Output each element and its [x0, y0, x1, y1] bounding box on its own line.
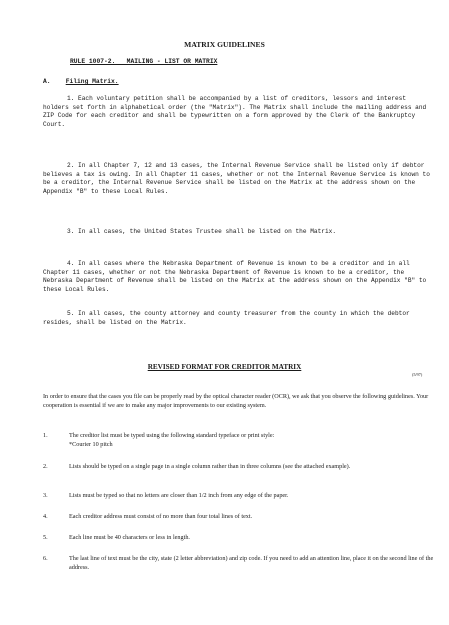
intro-paragraph: In order to ensure that the cases you file can be properly read by the optical character reader (OCR), we ask that you observe the following guidelines. Your cooperation is essential if we are to make any major improvements to our existing system. [43, 393, 429, 410]
matrix-paragraph-1: 1. Each voluntary petition shall be accompanied by a list of creditors, lessors and interest holders set forth in alphabetical order (the "Matrix"). The Matrix shall include the mailing address and ZIP Code for each creditor and shall be typewritten on a form approved by the Clerk of the Bankruptcy Court. [43, 95, 427, 128]
item-text: The creditor list must be typed using the following standard typeface or print style: [69, 432, 275, 439]
item-text: The last line of text must be the city, state (2 letter abbreviation) and zip code. If you need to add an attention line, place it on the second line of the address. [69, 555, 434, 572]
section-title: Filing Matrix. [65, 78, 119, 85]
item-number: 6. [43, 555, 48, 562]
guideline-item-2 [43, 462, 435, 471]
revision-date: (5/97) [412, 372, 423, 377]
guideline-item-5 [43, 533, 435, 542]
item-text: Each creditor address must consist of no more than four total lines of text. [69, 513, 253, 520]
item-text: Each line must be 40 characters or less in length. [69, 534, 190, 541]
guideline-item-1 [43, 431, 435, 449]
item-number: 1. [43, 432, 48, 439]
rule-heading: RULE 1007-2. MAILING - LIST OR MATRIX [70, 58, 218, 65]
item-number: 5. [43, 534, 48, 541]
guideline-item-4 [43, 512, 435, 521]
item-number: 4. [43, 513, 48, 520]
guideline-item-6 [43, 554, 435, 572]
item-number: 3. [43, 492, 48, 499]
matrix-paragraph-2: 2. In all Chapter 7, 12 and 13 cases, the Internal Revenue Service shall be listed only if debtor believes a tax is owing. In all Chapter 11 cases, whether or not the Internal Revenue Service is known to be a creditor, the Internal Revenue Service shall be listed on the Matrix at the address shown on the Appendix "B" to these Local Rules. [43, 162, 430, 195]
revised-format-title: REVISED FORMAT FOR CREDITOR MATRIX [147, 363, 302, 371]
page-title: MATRIX GUIDELINES [184, 40, 265, 49]
matrix-paragraph-5: 5. In all cases, the county attorney and county treasurer from the county in which the debtor resides, shall be listed on the Matrix. [43, 310, 410, 326]
item-number: 2. [43, 463, 48, 470]
item-text: Lists must be typed so that no letters are closer than 1/2 inch from any edge of the paper. [69, 492, 289, 499]
section-heading [43, 78, 119, 85]
item-subtext: *Courier 10 pitch [69, 441, 113, 449]
section-letter: A. [43, 78, 51, 85]
matrix-paragraph-4: 4. In all cases where the Nebraska Department of Revenue is known to be a creditor and in all Chapter 11 cases, whether or not the Nebraska Department of Revenue is known to be a creditor, the Nebraska Department of Revenue shall be listed on the Matrix at the address shown on the Appendix "B" to these Local Rules. [43, 260, 427, 293]
item-text: Lists should be typed on a single page in a single column rather than in three columns (see the attached example). [69, 463, 351, 470]
guideline-item-3 [43, 491, 435, 500]
matrix-paragraph-3: 3. In all cases, the United States Trustee shall be listed on the Matrix. [67, 228, 337, 235]
